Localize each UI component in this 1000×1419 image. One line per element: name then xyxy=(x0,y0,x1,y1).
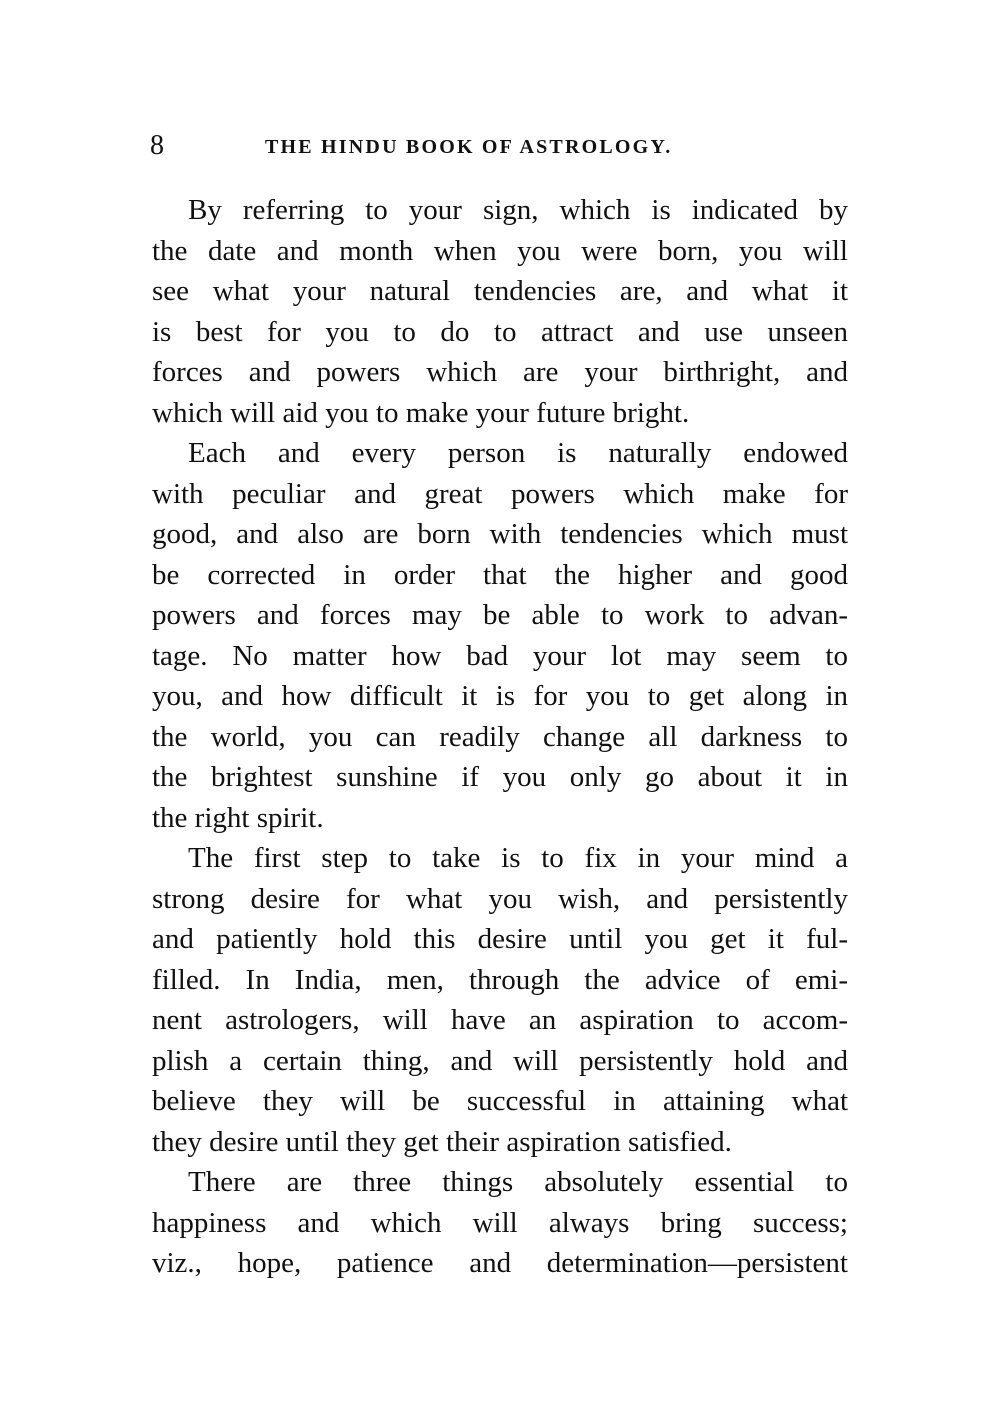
text-line: is best for you to do to attract and use unseen xyxy=(152,315,848,348)
text-line: believe they will be successful in attaining what xyxy=(152,1085,848,1117)
paragraph-4 xyxy=(152,1162,848,1284)
text-line: filled. In India, men, through the advice of emi- xyxy=(152,963,848,996)
text-line: the world, you can readily change all darkness to xyxy=(152,720,848,753)
text-line: happiness and which will always bring success; xyxy=(152,1206,848,1239)
text-line: nent astrologers, will have an aspiration to accom- xyxy=(152,1004,848,1036)
text-line: By referring to your sign, which is indicated by xyxy=(188,194,848,226)
paragraph-2 xyxy=(152,433,848,838)
text-line: the right spirit. xyxy=(152,801,324,834)
text-line: the date and month when you were born, you will xyxy=(152,234,848,267)
text-line: forces and powers which are your birthright, and xyxy=(152,356,848,388)
text-line: be corrected in order that the higher and good xyxy=(152,558,848,591)
running-head xyxy=(150,128,850,164)
text-line: The first step to take is to fix in your mind a xyxy=(188,842,848,874)
text-line: Each and every person is naturally endowed xyxy=(188,437,848,469)
text-line: plish a certain thing, and will persistently hold and xyxy=(152,1044,848,1077)
text-line: powers and forces may be able to work to advan- xyxy=(152,599,848,631)
text-line: good, and also are born with tendencies which must xyxy=(152,518,848,550)
text-line: with peculiar and great powers which make for xyxy=(152,477,848,510)
text-line: see what your natural tendencies are, and what it xyxy=(152,275,848,307)
text-line: tage. No matter how bad your lot may seem to xyxy=(152,639,848,672)
text-line: they desire until they get their aspiration satisfied. xyxy=(152,1125,732,1158)
text-line: the brightest sunshine if you only go about it in xyxy=(152,761,848,793)
paragraph-1 xyxy=(152,190,848,433)
text-line: strong desire for what you wish, and persistently xyxy=(152,882,848,915)
page-number: 8 xyxy=(150,130,164,161)
text-line: There are three things absolutely essential to xyxy=(188,1166,848,1198)
text-line: viz., hope, patience and determination—persistent xyxy=(152,1247,848,1279)
text-line: and patiently hold this desire until you get it ful- xyxy=(152,923,848,955)
paragraph-3 xyxy=(152,838,848,1162)
running-title: THE HINDU BOOK OF ASTROLOGY. xyxy=(265,136,673,158)
body-text xyxy=(152,190,848,1284)
text-line: which will aid you to make your future bright. xyxy=(152,396,690,429)
text-line: you, and how difficult it is for you to get along in xyxy=(152,680,848,712)
